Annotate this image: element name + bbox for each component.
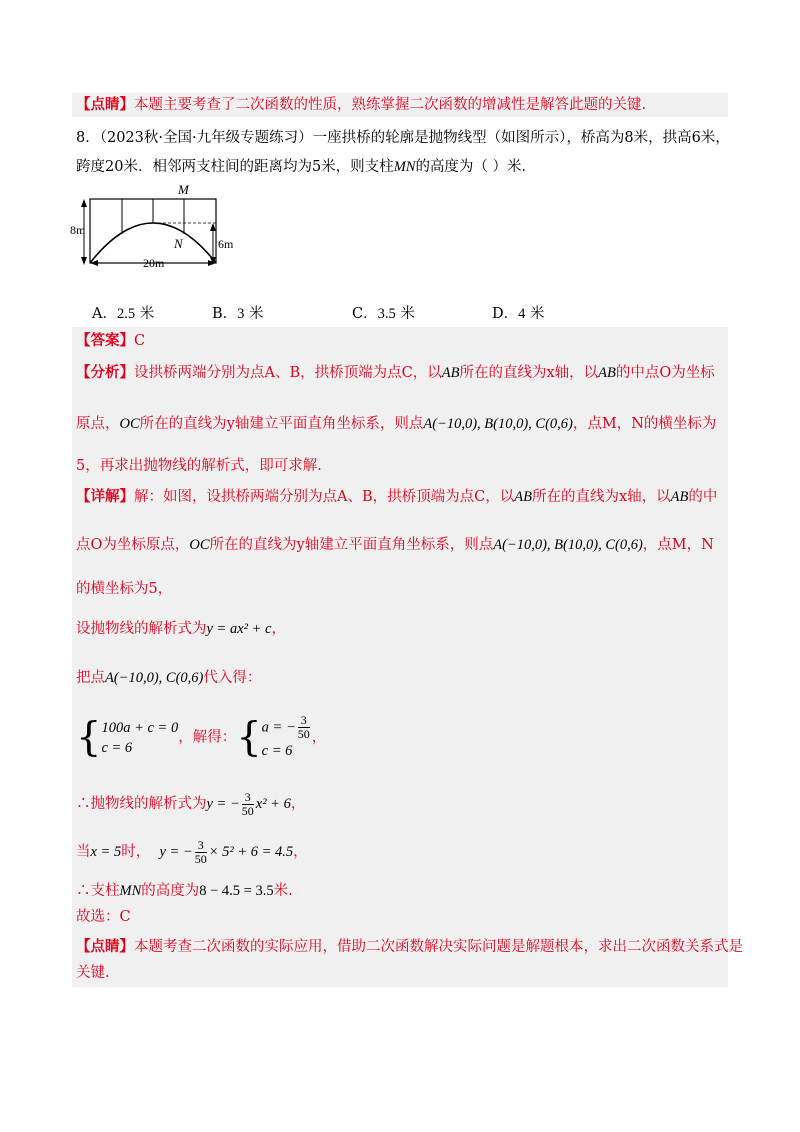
analysis-text-2c: ，点M，N的横坐标为 <box>572 416 717 432</box>
frac8-den: 50 <box>194 851 207 866</box>
analysis-oc: OC <box>119 416 140 432</box>
detail-text-5b: 代入得： <box>203 670 262 686</box>
analysis-line-2 <box>76 413 728 435</box>
question-line-2 <box>76 156 728 178</box>
detail-eq-form: y = ax² + c <box>206 621 272 637</box>
frac8-num: 3 <box>195 839 207 853</box>
detail-line-5 <box>76 667 728 689</box>
detail-text-8end: ， <box>293 844 308 860</box>
question-text-a: 跨度20米．相邻两支柱间的距离均为5米，则支柱 <box>76 159 394 175</box>
detail-tag: 【详解】 <box>76 488 134 505</box>
answer-line <box>76 330 728 352</box>
system-1-row-1: 100a + c = 0 <box>101 719 179 736</box>
detail-line-6 <box>76 714 728 761</box>
question-line-1: 8．（2023秋·全国·九年级专题练习）一座拱桥的轮廓是抛物线型（如图所示），桥高为8米，拱高6米， <box>76 130 730 146</box>
brace-left-2: { <box>236 714 262 761</box>
detail-text-8a: 当 <box>76 844 91 860</box>
analysis-text-1c: 的中点O为坐标 <box>615 365 715 381</box>
option-b-unit: 米 <box>249 306 264 322</box>
tip2-line-1 <box>76 936 743 958</box>
option-b-letter: B． <box>212 306 238 322</box>
detail-text-1c: 的中 <box>688 489 718 505</box>
detail-text-2c: ，点M，N <box>642 537 714 553</box>
brace-left-1: { <box>76 714 102 761</box>
detail-eq7-b: x² + 6 <box>255 796 291 812</box>
option-c-value: 3.5 <box>377 306 396 322</box>
label-n: N <box>174 236 183 251</box>
detail-eq8-a: y = − <box>159 844 193 860</box>
option-a[interactable] <box>92 302 154 323</box>
detail-text-2a: 点O为坐标原点， <box>76 537 190 553</box>
system-2-frac <box>298 714 310 741</box>
option-d-letter: D． <box>492 306 519 322</box>
analysis-ab-2: AB <box>598 365 616 381</box>
detail-text-9b: 的高度为 <box>141 883 200 899</box>
label-height: 8m <box>70 223 86 237</box>
detail-line-2 <box>76 534 728 556</box>
height-arrow-head-down <box>81 257 87 265</box>
option-b-value: 3 <box>237 306 245 322</box>
tip1-text: 本题主要考查了二次函数的性质，熟练掌握二次函数的增减性是解答此题的关键. <box>134 97 647 113</box>
option-d-unit: 米 <box>530 306 545 322</box>
detail-text-8b: 时， <box>121 844 151 860</box>
detail-text-1a: 解：如图，设拱桥两端分别为点A、B，拱桥顶端为点C，以 <box>134 489 515 505</box>
system-2 <box>262 714 312 761</box>
bridge-figure <box>70 182 240 274</box>
label-span: 20m <box>143 256 165 270</box>
detail-text-9c: 米. <box>273 883 293 899</box>
label-m: M <box>178 182 189 197</box>
tip1-tag: 【点睛】 <box>76 96 134 113</box>
analysis-line-1 <box>76 362 728 384</box>
detail-line-4 <box>76 618 728 640</box>
detail-eq8-b: × 5² + 6 = 4.5 <box>208 844 294 860</box>
analysis-line-3: 5，再求出抛物线的解析式，即可求解. <box>76 458 322 474</box>
detail-text-7end: ， <box>290 796 306 812</box>
detail-mn: MN <box>119 883 142 899</box>
system-2-row-2: c = 6 <box>261 743 293 759</box>
detail-text-7a: ∴抛物线的解析式为 <box>76 796 207 812</box>
frac-den: 50 <box>297 727 310 741</box>
system-1 <box>101 718 178 758</box>
detail-line-9 <box>76 880 728 902</box>
frac7-num: 3 <box>242 791 254 805</box>
analysis-ab-1: AB <box>441 365 460 381</box>
tip2-tag: 【点睛】 <box>76 938 134 955</box>
question-text-b: 的高度为（ ）米． <box>415 159 537 175</box>
detail-text-9a: ∴支柱 <box>76 883 120 899</box>
system-2-end: ， <box>311 729 327 746</box>
system-2-a: a = − <box>261 719 296 736</box>
system-1-row-2: c = 6 <box>101 739 133 756</box>
arch-arrow-head-up <box>210 223 216 231</box>
detail-points: A(−10,0), B(10,0), C(0,6) <box>493 537 643 553</box>
question-mn: MN <box>393 159 416 175</box>
detail-ab-2: AB <box>670 489 689 505</box>
option-c-letter: C． <box>352 306 378 322</box>
detail-eq8-frac <box>195 839 207 866</box>
option-a-value: 2.5 <box>116 306 136 322</box>
detail-text-5a: 把点 <box>76 670 105 686</box>
option-a-unit: 米 <box>139 306 155 322</box>
detail-eq9: 8 − 4.5 = 3.5 <box>199 883 274 899</box>
answer-value: C <box>134 333 146 349</box>
detail-line-3: 的横坐标为5， <box>76 581 173 597</box>
option-d[interactable] <box>492 302 545 323</box>
answer-tag: 【答案】 <box>76 332 134 349</box>
tip2-text-1: 本题考查二次函数的实际应用，借助二次函数解决实际问题是解题根本，求出二次函数关系式是 <box>134 939 743 955</box>
frac7-den: 50 <box>241 803 254 818</box>
analysis-text-1a: 设拱桥两端分别为点A、B，拱桥顶端为点C，以 <box>134 365 442 381</box>
option-c-unit: 米 <box>400 306 415 322</box>
analysis-text-2a: 原点， <box>76 416 120 432</box>
detail-text-2b: 所在的直线为y轴建立平面直角坐标系，则点 <box>209 537 494 553</box>
option-d-value: 4 <box>518 306 526 322</box>
tip1-line <box>76 94 728 116</box>
height-arrow-head-up <box>81 199 87 207</box>
detail-text-4b: ， <box>271 621 286 637</box>
option-b[interactable] <box>212 302 264 323</box>
analysis-points: A(−10,0), B(10,0), C(0,6) <box>423 416 573 432</box>
detail-sub-points: A(−10,0), C(0,6) <box>105 670 204 686</box>
detail-ab-1: AB <box>514 489 532 505</box>
detail-line-7 <box>76 790 728 818</box>
detail-text-4a: 设抛物线的解析式为 <box>76 621 207 637</box>
detail-x-value: x = 5 <box>90 844 122 860</box>
label-arch: 6m <box>218 237 234 251</box>
analysis-text-2b: 所在的直线为y轴建立平面直角坐标系，则点 <box>139 416 424 432</box>
analysis-tag: 【分析】 <box>76 364 134 381</box>
detail-eq7-a: y = − <box>206 796 240 812</box>
frac-num: 3 <box>298 714 310 728</box>
detail-line-1 <box>76 486 728 508</box>
option-c[interactable] <box>352 302 415 323</box>
detail-line-8 <box>76 838 728 866</box>
solve-label: ，解得： <box>178 729 237 746</box>
detail-line-10: 故选：C <box>76 909 131 925</box>
detail-oc: OC <box>189 537 210 553</box>
detail-eq7-frac <box>242 791 254 818</box>
option-a-letter: A． <box>92 306 117 322</box>
analysis-text-1b: 所在的直线为x轴，以 <box>459 365 599 381</box>
detail-text-1b: 所在的直线为x轴，以 <box>531 489 671 505</box>
tip2-line-2: 关键. <box>76 965 110 981</box>
